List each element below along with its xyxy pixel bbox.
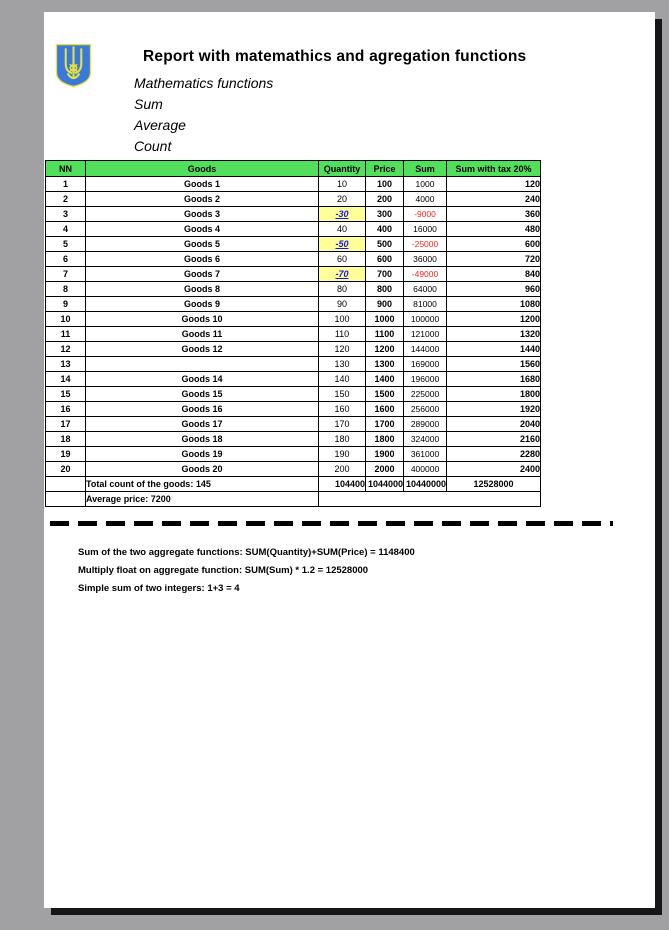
average-empty-cell (46, 492, 86, 507)
cell-sum: 225000 (404, 387, 447, 402)
cell-sum: 324000 (404, 432, 447, 447)
cell-nn: 7 (46, 267, 86, 282)
subtitle-sum: Sum (134, 96, 163, 112)
total-row (46, 477, 541, 492)
cell-tax: 2040 (447, 417, 541, 432)
cell-qty: -50 (319, 237, 366, 252)
cell-goods: Goods 12 (86, 342, 319, 357)
cell-sum: 36000 (404, 252, 447, 267)
cell-goods: Goods 10 (86, 312, 319, 327)
cell-qty: 180 (319, 432, 366, 447)
report-title: Report with matemathics and agregation functions (143, 48, 527, 65)
cell-qty: 40 (319, 222, 366, 237)
cell-sum: 196000 (404, 372, 447, 387)
cell-goods: Goods 11 (86, 327, 319, 342)
cell-nn: 17 (46, 417, 86, 432)
cell-nn: 12 (46, 342, 86, 357)
average-price-label: Average price: 7200 (86, 492, 319, 507)
cell-price: 1200 (366, 342, 404, 357)
cell-tax: 1560 (447, 357, 541, 372)
table-row (46, 402, 541, 417)
cell-tax: 600 (447, 237, 541, 252)
cell-sum: 100000 (404, 312, 447, 327)
footer-line-multiply-float: Multiply float on aggregate function: SUM(Sum) * 1.2 = 12528000 (78, 565, 369, 576)
cell-sum: -49000 (404, 267, 447, 282)
subtitle-count: Count (134, 138, 172, 154)
col-header-sum: Sum (404, 161, 447, 177)
cell-goods (86, 357, 319, 372)
cell-tax: 960 (447, 282, 541, 297)
cell-qty: 60 (319, 252, 366, 267)
total-count-label: Total count of the goods: 145 (86, 477, 319, 492)
col-header-price: Price (366, 161, 404, 177)
cell-tax: 240 (447, 192, 541, 207)
cell-tax: 1320 (447, 327, 541, 342)
table-row (46, 267, 541, 282)
cell-sum: 81000 (404, 297, 447, 312)
table-row (46, 462, 541, 477)
cell-goods: Goods 4 (86, 222, 319, 237)
cell-sum: 361000 (404, 447, 447, 462)
subtitle-average: Average (134, 117, 186, 133)
cell-goods: Goods 8 (86, 282, 319, 297)
cell-qty: 140 (319, 372, 366, 387)
cell-price: 1700 (366, 417, 404, 432)
cell-tax: 120 (447, 177, 541, 192)
cell-goods: Goods 17 (86, 417, 319, 432)
cell-nn: 16 (46, 402, 86, 417)
table-row (46, 447, 541, 462)
cell-sum: 16000 (404, 222, 447, 237)
footer-line-aggregate-sum: Sum of the two aggregate functions: SUM(Quantity)+SUM(Price) = 1148400 (78, 547, 415, 558)
table-row (46, 177, 541, 192)
cell-price: 400 (366, 222, 404, 237)
cell-price: 900 (366, 297, 404, 312)
table-row (46, 312, 541, 327)
goods-table (45, 160, 541, 507)
cell-sum: 289000 (404, 417, 447, 432)
cell-goods: Goods 15 (86, 387, 319, 402)
footer-line-simple-sum: Simple sum of two integers: 1+3 = 4 (78, 583, 240, 594)
cell-tax: 360 (447, 207, 541, 222)
cell-nn: 10 (46, 312, 86, 327)
cell-nn: 2 (46, 192, 86, 207)
cell-tax: 2160 (447, 432, 541, 447)
cell-qty: -70 (319, 267, 366, 282)
dashed-separator (50, 521, 613, 526)
cell-goods: Goods 6 (86, 252, 319, 267)
cell-nn: 13 (46, 357, 86, 372)
footer-text-block (78, 544, 415, 598)
subtitle-mathematics-functions: Mathematics functions (134, 75, 274, 91)
total-sum: 10440000 (404, 477, 447, 492)
cell-goods: Goods 9 (86, 297, 319, 312)
cell-nn: 8 (46, 282, 86, 297)
cell-price: 1400 (366, 372, 404, 387)
total-tax: 12528000 (447, 477, 541, 492)
cell-price: 1500 (366, 387, 404, 402)
cell-sum: -25000 (404, 237, 447, 252)
cell-qty: 150 (319, 387, 366, 402)
cell-qty: 80 (319, 282, 366, 297)
cell-goods: Goods 7 (86, 267, 319, 282)
cell-price: 1000 (366, 312, 404, 327)
col-header-nn: NN (46, 161, 86, 177)
cell-qty: 190 (319, 447, 366, 462)
cell-sum: 64000 (404, 282, 447, 297)
average-empty-tail (319, 492, 541, 507)
total-quantity: 104400 (319, 477, 366, 492)
subtitle-block (134, 73, 273, 157)
cell-sum: 121000 (404, 327, 447, 342)
cell-qty: 10 (319, 177, 366, 192)
cell-price: 1600 (366, 402, 404, 417)
cell-tax: 1080 (447, 297, 541, 312)
cell-nn: 9 (46, 297, 86, 312)
cell-price: 300 (366, 207, 404, 222)
cell-tax: 840 (447, 267, 541, 282)
cell-nn: 15 (46, 387, 86, 402)
cell-nn: 6 (46, 252, 86, 267)
table-row (46, 282, 541, 297)
cell-qty: 110 (319, 327, 366, 342)
cell-qty: 130 (319, 357, 366, 372)
cell-qty: 20 (319, 192, 366, 207)
cell-tax: 1920 (447, 402, 541, 417)
col-header-goods: Goods (86, 161, 319, 177)
cell-qty: 100 (319, 312, 366, 327)
goods-table-totals (46, 477, 541, 507)
table-row (46, 387, 541, 402)
cell-sum: 144000 (404, 342, 447, 357)
table-row (46, 342, 541, 357)
cell-price: 600 (366, 252, 404, 267)
cell-tax: 1200 (447, 312, 541, 327)
cell-nn: 4 (46, 222, 86, 237)
table-row (46, 297, 541, 312)
cell-nn: 14 (46, 372, 86, 387)
cell-goods: Goods 18 (86, 432, 319, 447)
cell-tax: 480 (447, 222, 541, 237)
cell-nn: 18 (46, 432, 86, 447)
cell-price: 2000 (366, 462, 404, 477)
cell-tax: 1440 (447, 342, 541, 357)
goods-table-body (46, 177, 541, 477)
total-price: 1044000 (366, 477, 404, 492)
cell-sum: 4000 (404, 192, 447, 207)
table-row (46, 417, 541, 432)
cell-nn: 20 (46, 462, 86, 477)
cell-price: 500 (366, 237, 404, 252)
cell-sum: 169000 (404, 357, 447, 372)
cell-price: 1100 (366, 327, 404, 342)
cell-tax: 720 (447, 252, 541, 267)
header-row (46, 161, 541, 177)
cell-sum: -9000 (404, 207, 447, 222)
cell-tax: 1680 (447, 372, 541, 387)
goods-table-header (46, 161, 541, 177)
cell-qty: 160 (319, 402, 366, 417)
cell-qty: -30 (319, 207, 366, 222)
cell-price: 1900 (366, 447, 404, 462)
cell-nn: 11 (46, 327, 86, 342)
cell-goods: Goods 1 (86, 177, 319, 192)
report-page (44, 12, 655, 908)
cell-sum: 1000 (404, 177, 447, 192)
table-row (46, 432, 541, 447)
cell-price: 1300 (366, 357, 404, 372)
cell-goods: Goods 3 (86, 207, 319, 222)
cell-goods: Goods 2 (86, 192, 319, 207)
ukraine-trident-icon (55, 43, 92, 88)
table-row (46, 207, 541, 222)
cell-qty: 200 (319, 462, 366, 477)
cell-goods: Goods 5 (86, 237, 319, 252)
cell-qty: 170 (319, 417, 366, 432)
table-row (46, 372, 541, 387)
cell-goods: Goods 20 (86, 462, 319, 477)
cell-nn: 1 (46, 177, 86, 192)
col-header-quantity: Quantity (319, 161, 366, 177)
cell-tax: 2400 (447, 462, 541, 477)
cell-nn: 19 (46, 447, 86, 462)
table-row (46, 222, 541, 237)
col-header-tax: Sum with tax 20% (447, 161, 541, 177)
table-row (46, 327, 541, 342)
cell-price: 800 (366, 282, 404, 297)
cell-qty: 120 (319, 342, 366, 357)
cell-goods: Goods 19 (86, 447, 319, 462)
cell-goods: Goods 16 (86, 402, 319, 417)
cell-sum: 256000 (404, 402, 447, 417)
table-row (46, 192, 541, 207)
cell-goods: Goods 14 (86, 372, 319, 387)
table-row (46, 237, 541, 252)
table-row (46, 357, 541, 372)
table-row (46, 252, 541, 267)
cell-price: 100 (366, 177, 404, 192)
cell-nn: 5 (46, 237, 86, 252)
cell-nn: 3 (46, 207, 86, 222)
cell-price: 700 (366, 267, 404, 282)
cell-tax: 1800 (447, 387, 541, 402)
cell-qty: 90 (319, 297, 366, 312)
cell-sum: 400000 (404, 462, 447, 477)
cell-price: 1800 (366, 432, 404, 447)
cell-tax: 2280 (447, 447, 541, 462)
cell-price: 200 (366, 192, 404, 207)
total-empty-cell (46, 477, 86, 492)
average-row (46, 492, 541, 507)
